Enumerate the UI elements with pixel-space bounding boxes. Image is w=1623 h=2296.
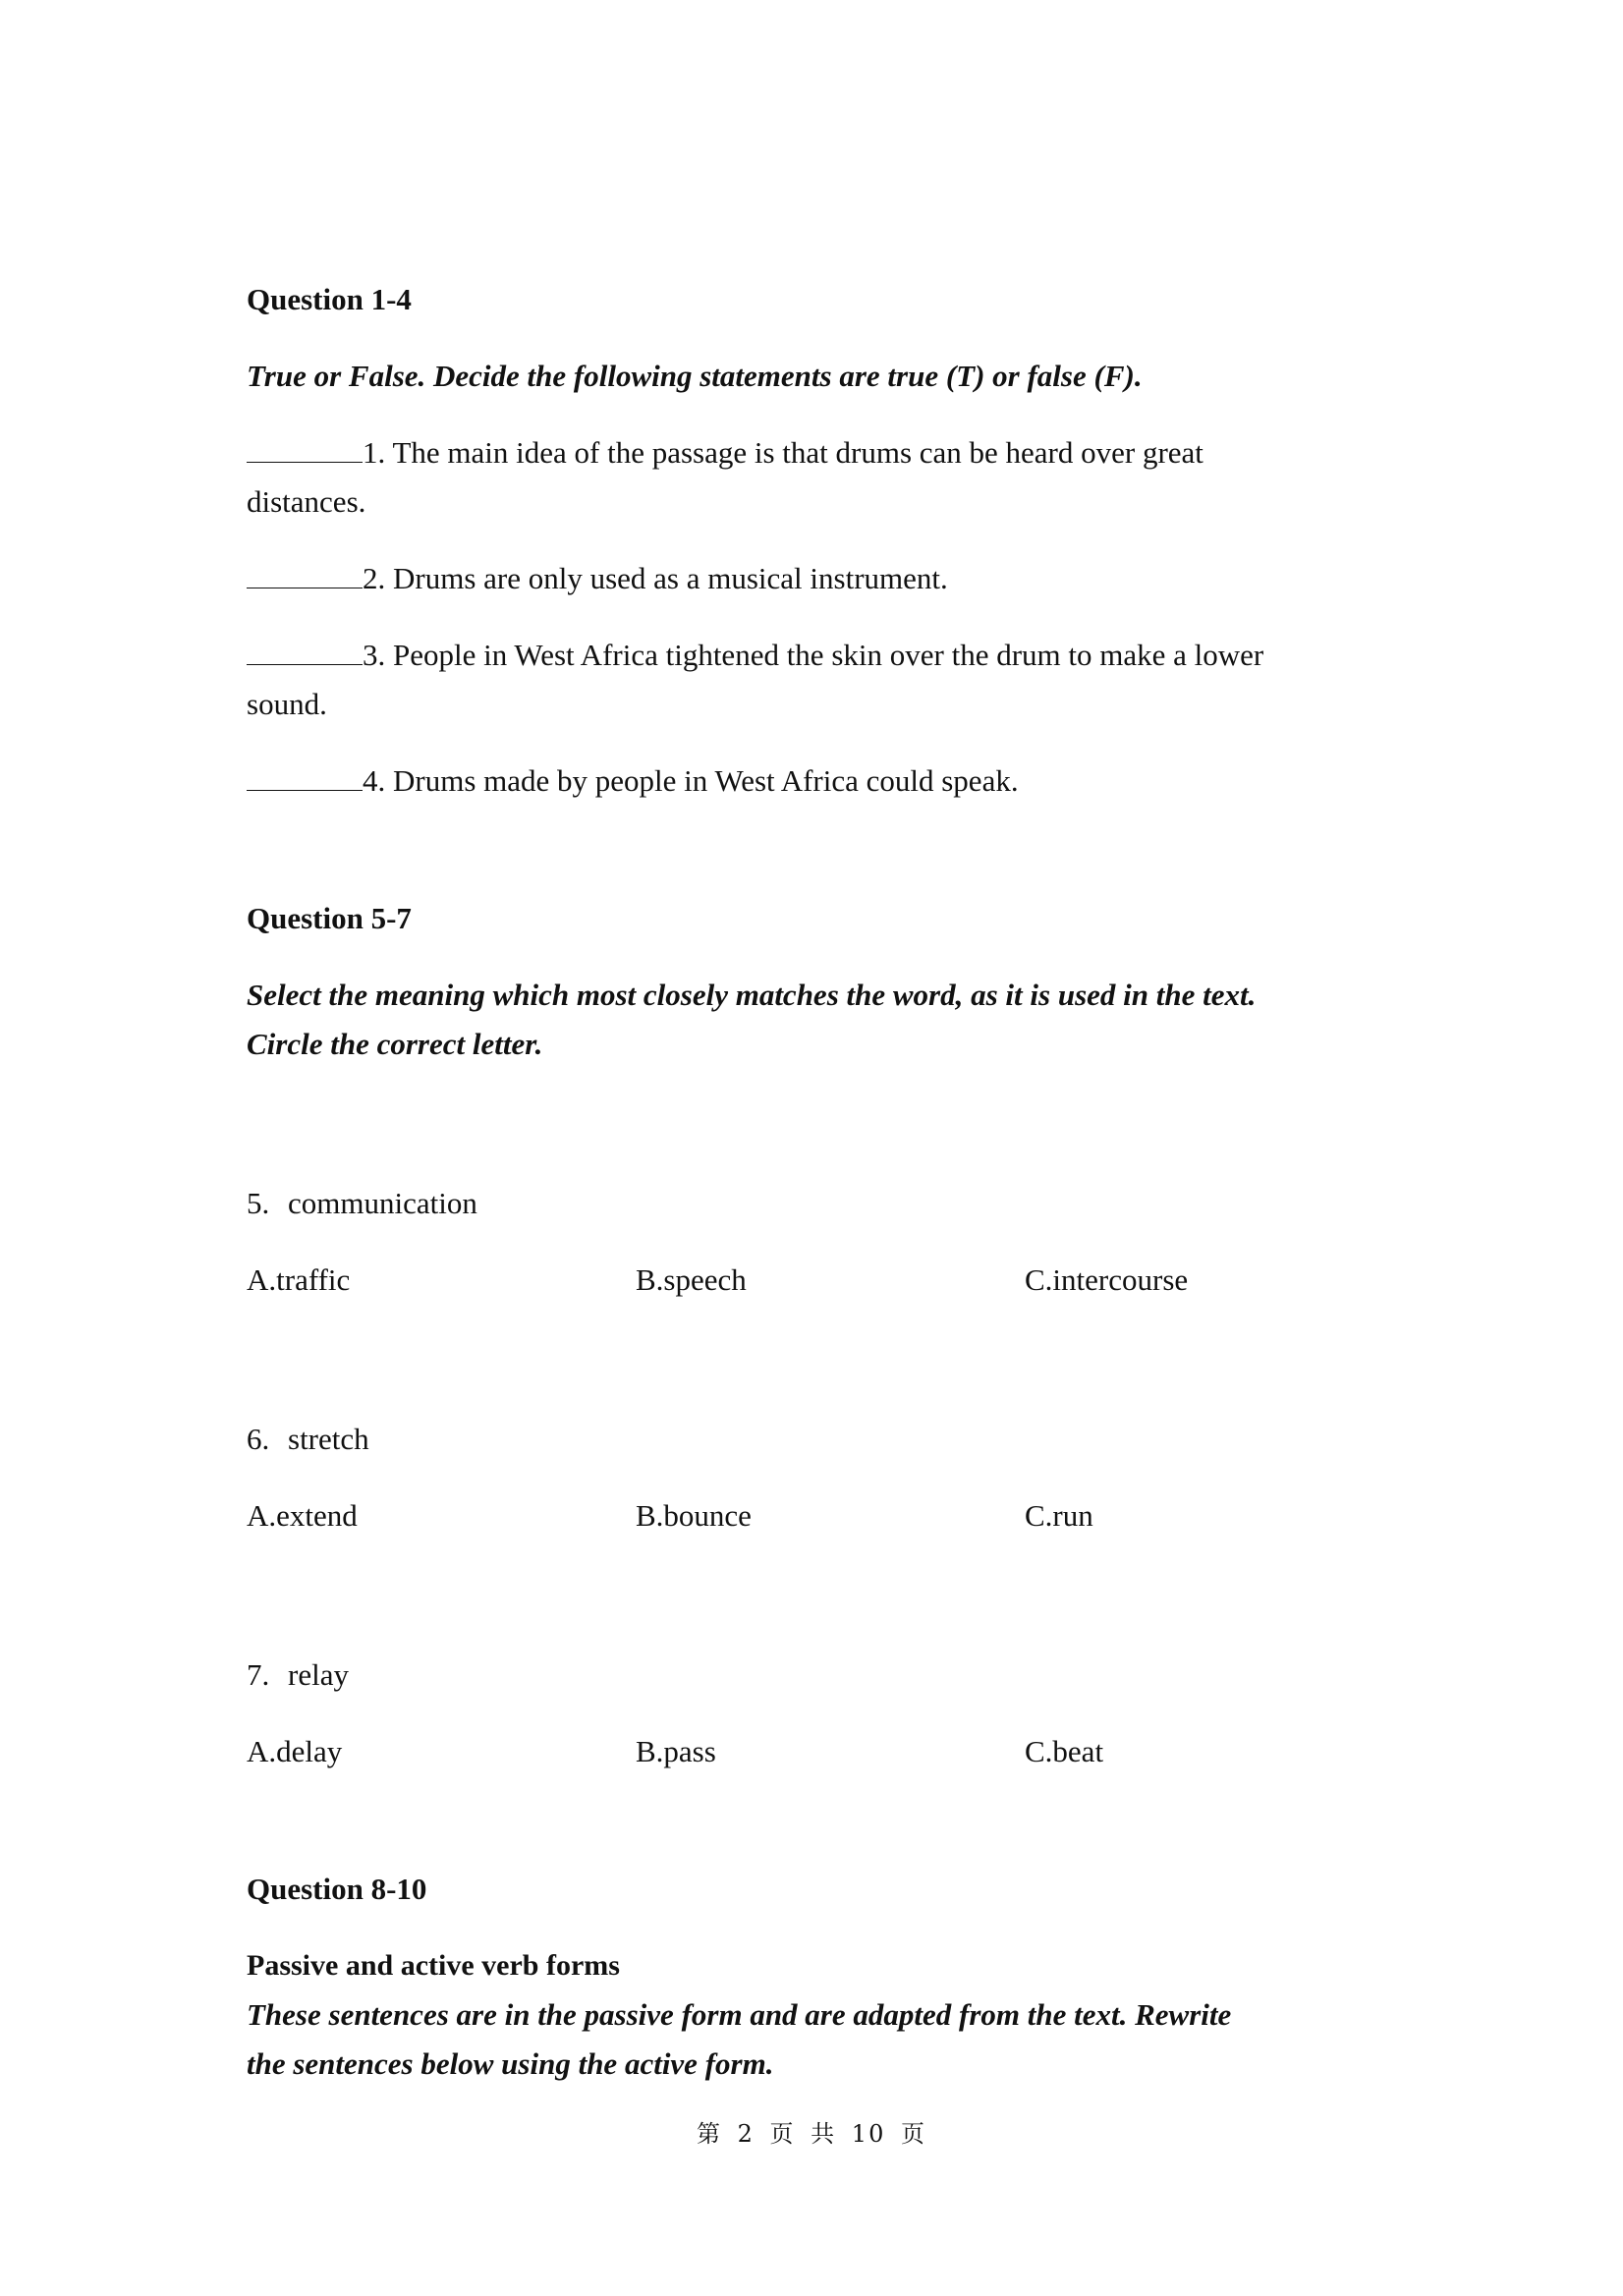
option-row [247,1256,1357,1305]
section-heading-q5-7: Question 5-7 [247,901,412,935]
option-c[interactable]: C.run [1025,1498,1093,1533]
instruction-circle-letter: Circle the correct letter. [247,1027,543,1061]
section-heading-q1-4: Question 1-4 [247,282,412,316]
option-row [247,1491,1357,1540]
section-heading-q8-10: Question 8-10 [247,1872,427,1906]
vocab-item-5 [247,1179,1357,1305]
item-number: 6. [247,1422,270,1456]
option-b[interactable]: B.speech [636,1262,747,1297]
option-a[interactable]: A.traffic [247,1262,351,1297]
page-footer: 第 2 页 共 10 页 [697,2120,926,2148]
option-b[interactable]: B.pass [636,1734,716,1768]
statement-text-continued: distances. [247,484,366,519]
item-number: 5. [247,1186,270,1220]
vocab-word: communication [288,1186,477,1220]
option-a[interactable]: A.extend [247,1498,358,1533]
item-number: 7. [247,1657,270,1692]
answer-blank[interactable] [247,639,363,665]
statement-4 [247,756,1357,806]
answer-blank[interactable] [247,562,363,588]
statement-text-continued: sound. [247,687,327,721]
statement-1 [247,428,1357,527]
statement-text: 1. The main idea of the passage is that drums can be heard over great [363,435,1203,470]
statement-text: 3. People in West Africa tightened the skin over the drum to make a lower [363,638,1264,672]
subheading-verb-forms: Passive and active verb forms [247,1949,620,1982]
statement-text: 2. Drums are only used as a musical instrument. [363,561,948,595]
answer-blank[interactable] [247,436,363,463]
page-content [247,275,1357,2089]
instruction-rewrite-line2: the sentences below using the active form. [247,2046,774,2081]
instruction-true-false: True or False. Decide the following statements are true (T) or false (F). [247,359,1143,393]
answer-blank[interactable] [247,764,363,791]
vocab-word: relay [288,1657,349,1692]
statement-2 [247,554,1357,603]
instruction-select-meaning: Select the meaning which most closely matches the word, as it is used in the text. [247,978,1257,1012]
statement-text: 4. Drums made by people in West Africa could speak. [363,763,1019,798]
option-b[interactable]: B.bounce [636,1498,752,1533]
vocab-item-7 [247,1651,1357,1776]
vocab-item-6 [247,1415,1357,1540]
vocab-word: stretch [288,1422,369,1456]
option-c[interactable]: C.beat [1025,1734,1104,1768]
option-c[interactable]: C.intercourse [1025,1262,1189,1297]
option-a[interactable]: A.delay [247,1734,343,1768]
instruction-rewrite-line1: These sentences are in the passive form and are adapted from the text. Rewrite [247,1997,1232,2032]
statement-3 [247,631,1357,729]
option-row [247,1727,1357,1776]
